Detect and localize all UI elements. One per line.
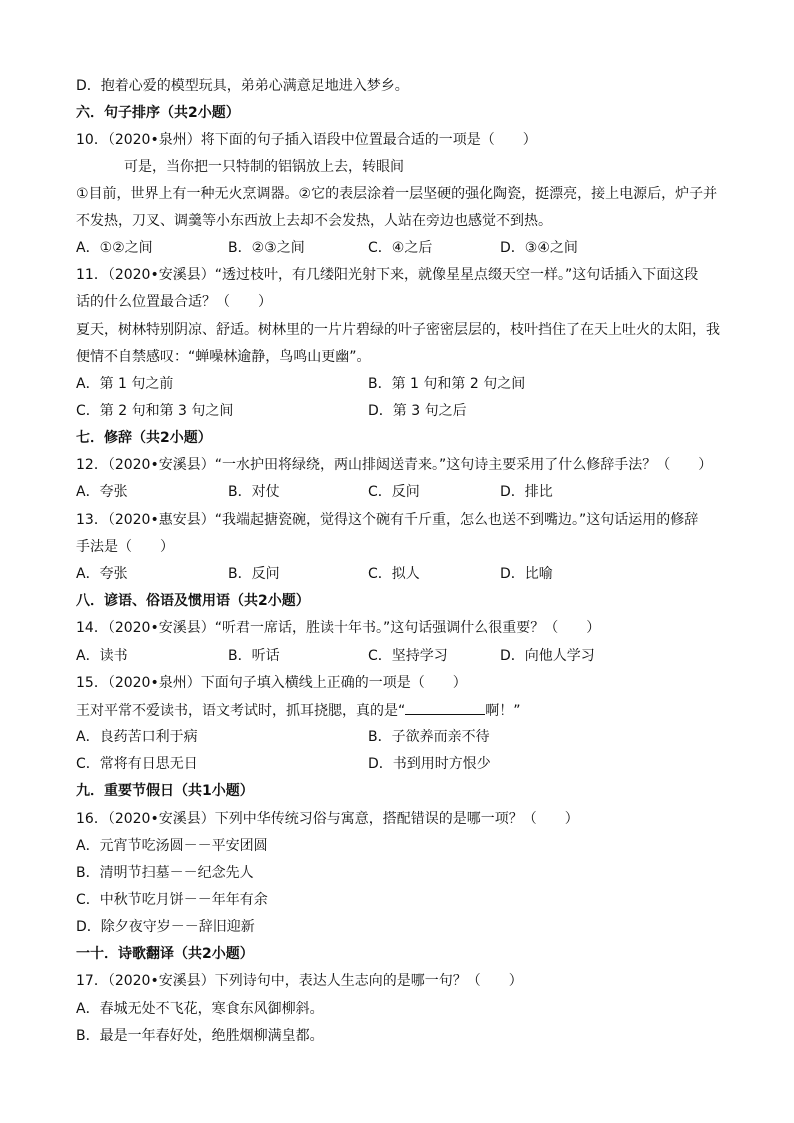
- q11-option-b: B．第 1 句和第 2 句之间: [368, 376, 526, 392]
- q13-option-c: C．拟人: [368, 566, 420, 582]
- q15-sentence: [76, 700, 521, 721]
- q15-option-a: A．良药苦口利于病: [76, 729, 198, 745]
- section-8-title: 八．谚语、俗语及惯用语（共2小题）: [76, 593, 310, 609]
- q13-stem-line-2: 手法是（ ）: [76, 539, 174, 555]
- q16-option-d: D．除夕夜守岁－－辞旧迎新: [76, 919, 255, 935]
- q14-option-c: C．坚持学习: [368, 648, 448, 664]
- q17-stem: 17．（2020•安溪县）下列诗句中，表达人生志向的是哪一句？（ ）: [76, 973, 523, 989]
- q11-stem-line-1: 11．（2020•安溪县）“透过枝叶，有几缕阳光射下来，就像星星点缀天空一样。”这句话插入下面这段: [76, 267, 699, 283]
- q16-stem: 16．（2020•安溪县）下列中华传统习俗与寓意，搭配错误的是哪一项？（ ）: [76, 811, 579, 827]
- q16-option-a: A．元宵节吃汤圆－－平安团圆: [76, 838, 268, 854]
- q12-option-d: D．排比: [500, 484, 553, 500]
- q12-option-c: C．反问: [368, 484, 420, 500]
- q10-option-a: A．①②之间: [76, 240, 153, 256]
- q12-stem: 12．（2020•安溪县）“一水护田将绿绕，两山排闼送青来。”这句诗主要采用了什么修辞手法？（ ）: [76, 457, 713, 473]
- q9-option-d: D．抱着心爱的模型玩具，弟弟心满意足地进入梦乡。: [76, 78, 409, 94]
- q10-stem: 10．（2020•泉州）将下面的句子插入语段中位置最合适的一项是（ ）: [76, 132, 537, 148]
- q14-option-d: D．向他人学习: [500, 648, 595, 664]
- q14-stem: 14．（2020•安溪县）“听君一席话，胜读十年书。”这句话强调什么很重要？（ ）: [76, 620, 601, 636]
- q15-option-c: C．常将有日思无日: [76, 756, 198, 772]
- q13-option-d: D．比喻: [500, 566, 553, 582]
- q15-stem: 15．（2020•泉州）下面句子填入横线上正确的一项是（ ）: [76, 675, 467, 691]
- q17-option-a: A．春城无处不飞花，寒食东风御柳斜。: [76, 1001, 324, 1017]
- section-7-title: 七．修辞（共2小题）: [76, 430, 212, 446]
- q10-paragraph-line-2: 不发热，刀叉、调羹等小东西放上去却不会发热，人站在旁边也感觉不到热。: [76, 213, 552, 229]
- q15-sentence-pre: 王对平常不爱读书，语文考试时，抓耳挠腮，真的是“: [76, 703, 406, 719]
- q11-stem-line-2: 话的什么位置最合适？（ ）: [76, 294, 272, 310]
- q11-option-d: D．第 3 句之后: [368, 403, 467, 419]
- q10-paragraph-line-1: ①目前，世界上有一种无火烹调器。②它的表层涂着一层坚硬的强化陶瓷，挺漂亮，接上电源后，炉子并: [76, 186, 718, 202]
- q14-option-a: A．读书: [76, 648, 128, 664]
- q10-insert-sentence: 可是，当你把一只特制的铝锅放上去，转眼间: [124, 159, 404, 175]
- q11-option-a: A．第 1 句之前: [76, 376, 174, 392]
- section-6-title: 六．句子排序（共2小题）: [76, 105, 240, 121]
- q10-option-c: C．④之后: [368, 240, 433, 256]
- q13-option-a: A．夸张: [76, 566, 128, 582]
- q12-option-a: A．夸张: [76, 484, 128, 500]
- q15-option-b: B．子欲养而亲不待: [368, 729, 490, 745]
- q11-paragraph-line-1: 夏天，树林特别阴凉、舒适。树林里的一片片碧绿的叶子密密层层的，枝叶挡住了在天上吐火的太阳，我: [76, 322, 720, 338]
- q12-option-b: B．对仗: [228, 484, 280, 500]
- q10-option-b: B．②③之间: [228, 240, 305, 256]
- q17-option-b: B．最是一年春好处，绝胜烟柳满皇都。: [76, 1028, 324, 1044]
- q15-option-d: D．书到用时方恨少: [368, 756, 491, 772]
- q16-option-b: B．清明节扫墓－－纪念先人: [76, 865, 254, 881]
- q11-paragraph-line-2: 便情不自禁感叹：“蝉噪林逾静，鸟鸣山更幽”。: [76, 349, 371, 365]
- q10-option-d: D．③④之间: [500, 240, 578, 256]
- q11-option-c: C．第 2 句和第 3 句之间: [76, 403, 234, 419]
- q15-sentence-post: 啊！”: [485, 703, 521, 719]
- q14-option-b: B．听话: [228, 648, 280, 664]
- section-9-title: 九．重要节假日（共1小题）: [76, 783, 254, 799]
- q15-blank: [405, 700, 485, 715]
- q16-option-c: C．中秋节吃月饼－－年年有余: [76, 892, 268, 908]
- section-10-title: 一十．诗歌翻译（共2小题）: [76, 946, 254, 962]
- q13-stem-line-1: 13．（2020•惠安县）“我端起搪瓷碗，觉得这个碗有千斤重，怎么也送不到嘴边。”这句话运用的修辞: [76, 512, 699, 528]
- q13-option-b: B．反问: [228, 566, 280, 582]
